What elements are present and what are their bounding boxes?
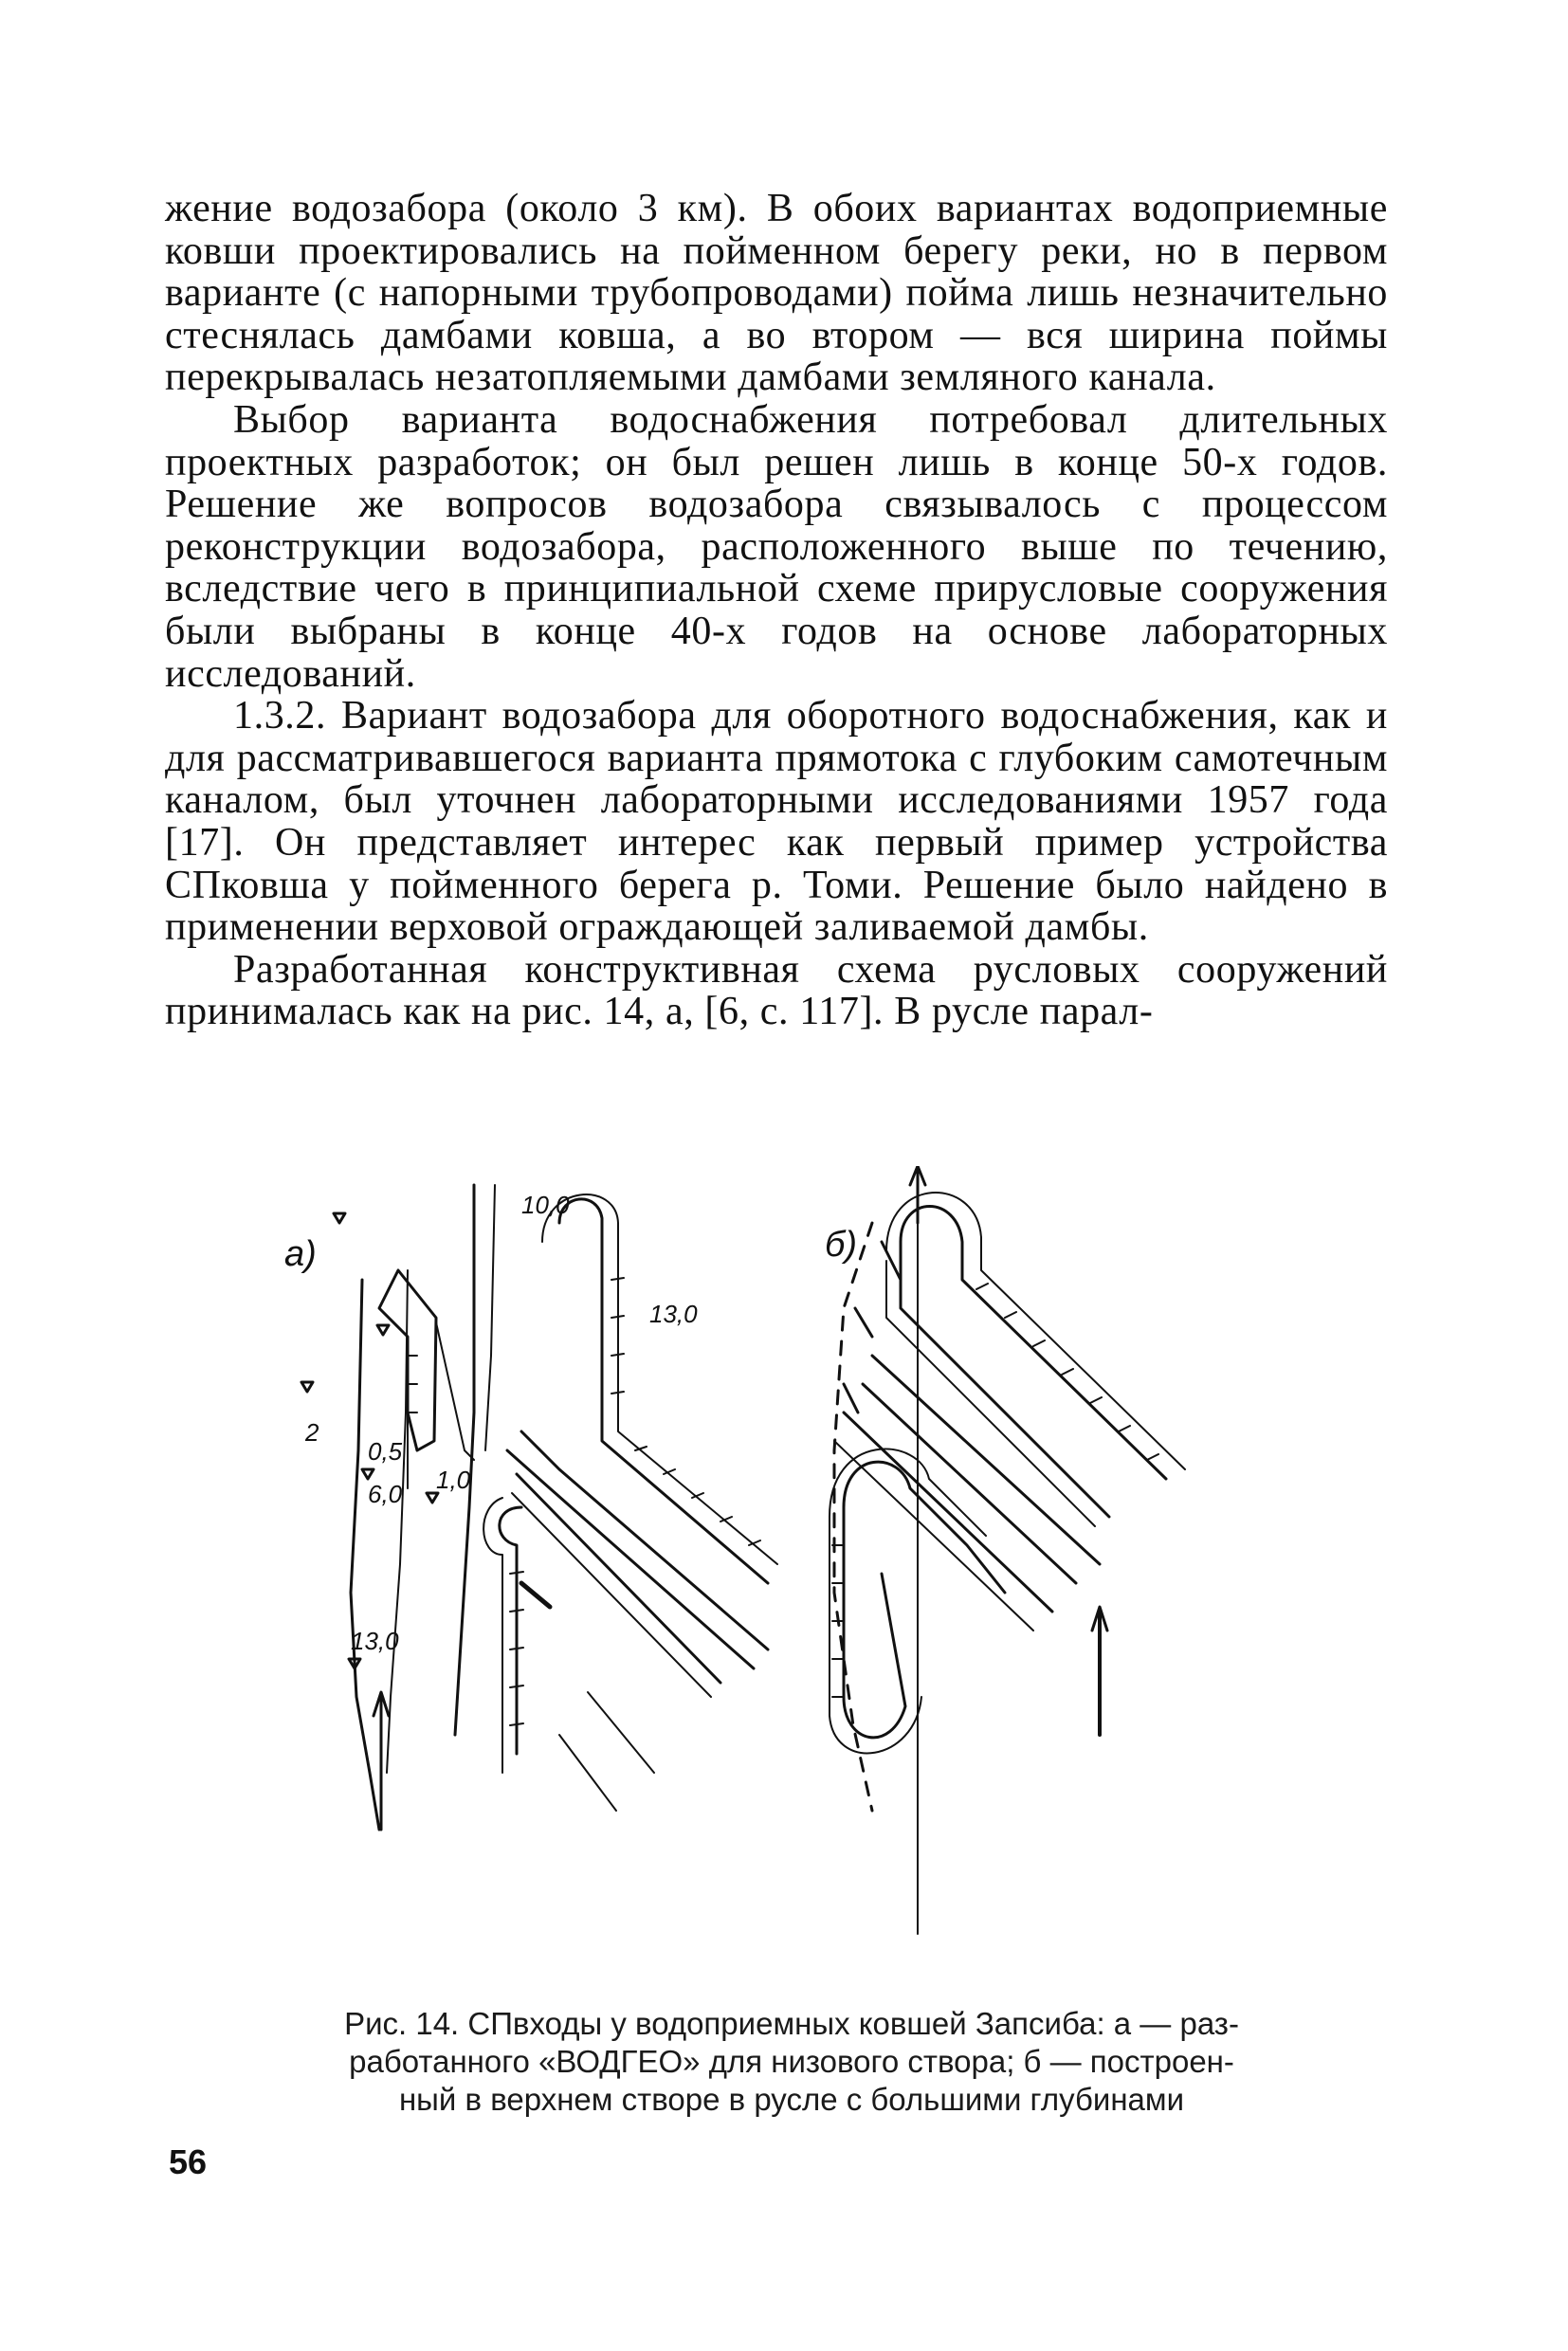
label-bank-2: 2 <box>305 1418 319 1447</box>
label-depth-05: 0,5 <box>368 1437 403 1466</box>
paragraph-4: Разработанная конструктивная схема русловых сооружений принималась как на рис. 14, а, [6, с. 117]. В русле парал- <box>165 947 1388 1034</box>
paragraph-3: 1.3.2. Вариант водозабора для оборотного водоснабжения, как и для рассматривавшегося варианта прямотока с глубоким самотечным каналом, был уточнен лабораторными исследованиями 1957 года [17]. Он представляет интерес как первый пример устройства СПковша у пойменного берега р. Томи. Решение было найдено в применении верховой ограждающей заливаемой дамбы. <box>165 694 1388 950</box>
label-depth-10b: 1,0 <box>436 1466 471 1494</box>
label-depth-13-top: 13,0 <box>649 1300 698 1328</box>
paragraph-1: жение водозабора (около 3 км). В обоих вариантах водоприемные ковши проектировались на пойменном берегу реки, но в первом варианте (с напорными трубопроводами) пойма лишь незначительно стеснялась дамбами ковша, а во втором — вся ширина поймы перекрывалась незатопляемыми дамбами земляного канала. <box>165 187 1388 400</box>
caption-line-2: работанного «ВОДГЕО» для низового створа; б — построен- <box>349 2044 1234 2079</box>
label-depth-10: 10,0 <box>521 1191 570 1219</box>
body-text <box>165 188 1388 1033</box>
paragraph-2: Выбор варианта водоснабжения потребовал длительных проектных разработок; он был решен лишь в конце 50-х годов. Решение же вопросов водозабора связывалось с процессом реконструкции водозабора, расположенного выше по течению, вследствие чего в принципиальной схеме прирусловые сооружения были выбраны в конце 40-х годов на основе лабораторных исследований. <box>165 397 1388 696</box>
page-number: 56 <box>169 2142 208 2181</box>
panel-b-label: б) <box>825 1225 858 1265</box>
panel-b-drawing <box>830 1166 1185 1934</box>
caption-line-1: Рис. 14. СПвходы у водоприемных ковшей Запсиба: а — раз- <box>344 2006 1239 2041</box>
figure-caption <box>246 2005 1337 2119</box>
label-depth-60: 6,0 <box>368 1480 403 1508</box>
label-depth-13-bottom: 13,0 <box>351 1627 399 1655</box>
caption-line-3: ный в верхнем створе в русле с большими глубинами <box>398 2082 1185 2117</box>
panel-a-label: а) <box>284 1234 317 1274</box>
figure-14 <box>275 1166 1346 1972</box>
figure-drawing <box>275 1166 1346 1972</box>
